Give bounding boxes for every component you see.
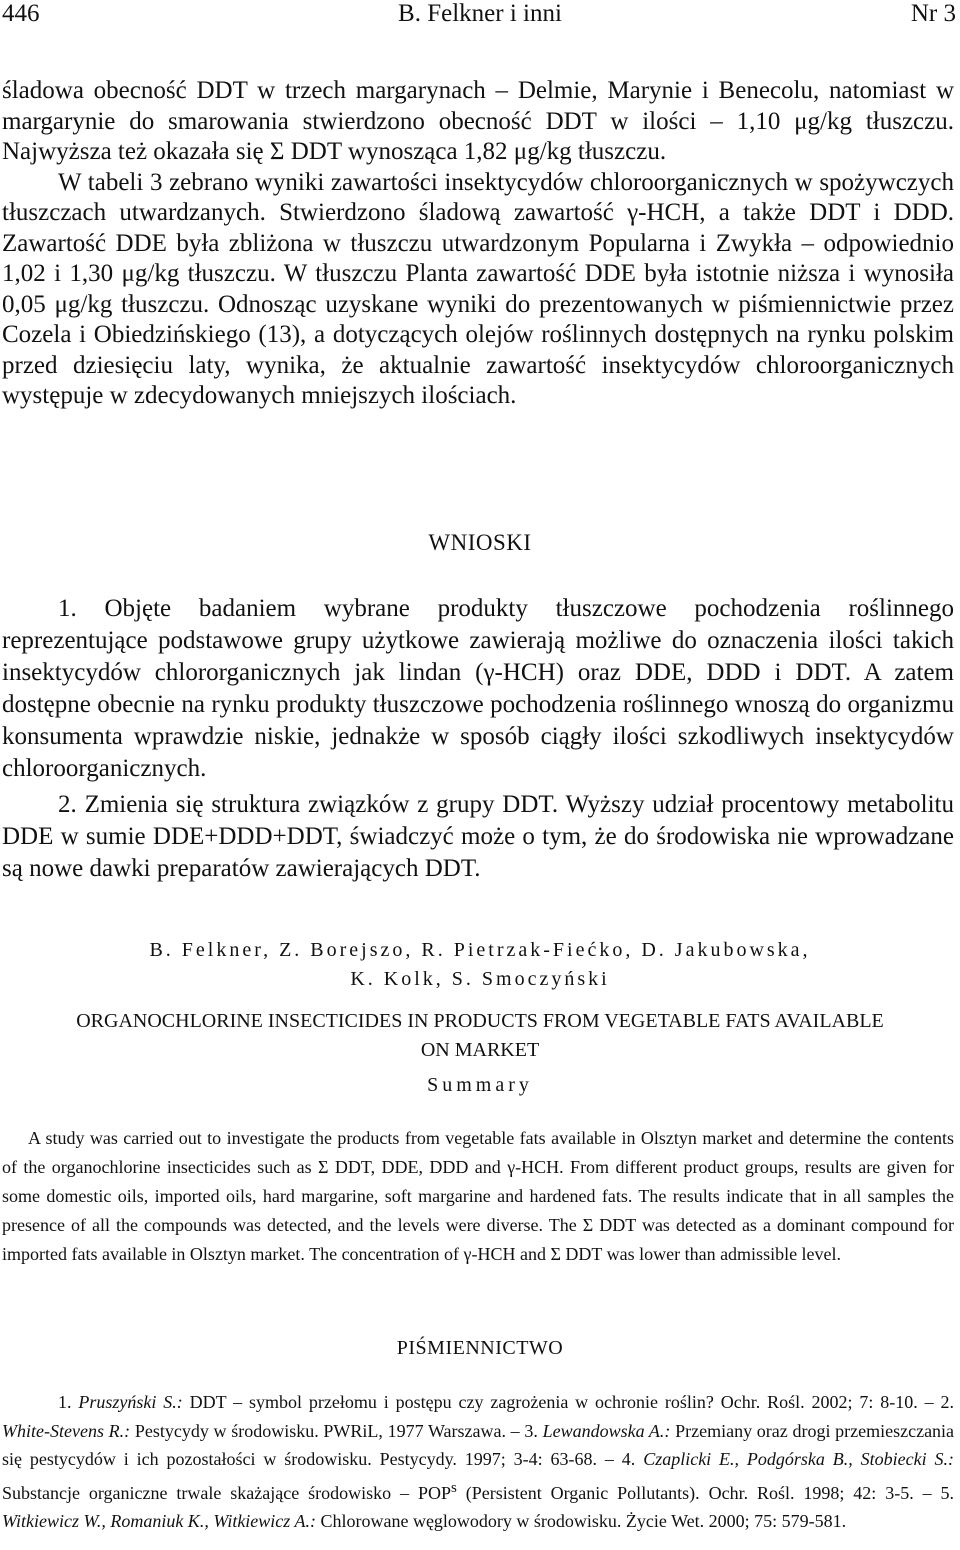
ref-text: Pestycydy w środowisku. PWRiL, 1977 Warszawa. –	[134, 1420, 520, 1441]
ref-number: 5.	[940, 1482, 955, 1503]
summary-text: A study was carried out to investigate the products from vegetable fats available in Olsztyn market and determine the contents of the organochlorine insecticides such as Σ DDT, DDE, DDD and γ-HCH. From different product groups, results are given for some domestic oils, imported oils, hard margarine, soft margarine and hardened fats. The results indicate that in all samples the presence of all the compounds was detected, and the levels were diverse. The Σ DDT was detected as a dominant compound for imported fats available in Olsztyn market. The concentration of γ-HCH and Σ DDT was lower than admissible level.	[2, 1128, 954, 1264]
references-paragraph	[2, 1388, 954, 1536]
ref-author: Pruszyński S.:	[78, 1392, 183, 1412]
conclusion-number: 1.	[58, 595, 77, 622]
english-title	[0, 1007, 960, 1065]
conclusion-number: 2.	[58, 791, 77, 818]
ref-text: Substancje organiczne trwale skażające środowisko – POP	[2, 1482, 451, 1503]
title-line-1: ORGANOCHLORINE INSECTICIDES IN PRODUCTS FROM VEGETABLE FATS AVAILABLE	[76, 1010, 884, 1032]
references-list	[2, 1388, 954, 1536]
conclusion-item-2	[2, 789, 954, 885]
conclusion-text: Zmienia się struktura związków z grupy DDT. Wyższy udział procentowy metabolitu DDE w sumie DDE+DDD+DDT, świadczyć może o tym, że do środowiska nie wprowadzane są nowe dawki preparatów zawierających DDT.	[2, 791, 954, 882]
ref-superscript: s	[450, 1479, 457, 1496]
english-authors	[0, 936, 960, 994]
ref-text: Chlorowane węglowodory w środowisku. Życie Wet. 2000; 75: 579-581.	[320, 1511, 847, 1531]
ref-text: (Persistent Organic Pollutants). Ochr. Rośl. 1998; 42: 3-5. –	[456, 1482, 932, 1503]
page-header	[0, 0, 960, 34]
references-heading: PIŚMIENNICTWO	[396, 1337, 564, 1359]
summary-heading: Summary	[427, 1074, 533, 1096]
issue-number: Nr 3	[910, 0, 956, 27]
discussion-paragraph-2: W tabeli 3 zebrano wyniki zawartości insektycydów chloroorganicznych w spożywczych tłuszczach utwardzanych. Stwierdzono śladową zawartość γ-HCH, a także DDT i DDD. Zawartość DDE była zbliżona w tłuszczu utwardzonym Popularna i Zwykła – odpowiednio 1,02 i 1,30 μg/kg tłuszczu. W tłuszczu Planta zawartość DDE była istotnie niższa i wynosiła 0,05 μg/kg tłuszczu. Odnosząc uzyskane wyniki do prezentowanych w piśmiennictwie przez Cozela i Obiedzińskiego (13), a dotyczących olejów roślinnych dostępnych na rynku polskim przed dziesięciu laty, wynika, że aktualnie zawartość insektycydów chloroorganicznych występuje w zdecydowanych mniejszych ilościach.	[2, 168, 954, 409]
title-line-2: ON MARKET	[420, 1039, 540, 1061]
running-head-authors: B. Felkner i inni	[398, 0, 562, 27]
ref-author: White-Stevens R.:	[2, 1420, 131, 1441]
discussion-text	[2, 76, 954, 412]
ref-number: 4.	[621, 1449, 636, 1469]
page-number: 446	[2, 0, 40, 27]
conclusions-heading: WNIOSKI	[428, 530, 532, 555]
authors-line-2: K. Kolk, S. Smoczyński	[350, 968, 610, 990]
conclusion-item-1	[2, 593, 954, 785]
ref-author: Czaplicki E., Podgórska B., Stobiecki S.:	[643, 1449, 955, 1469]
ref-text: Przemiany oraz drogi przemieszczania się pestycydów i ich pozostałości w środowisku. Pestycydy. 1997; 3-4: 63-68. –	[2, 1420, 955, 1469]
discussion-paragraph-1: śladowa obecność DDT w trzech margarynach – Delmie, Marynie i Benecolu, natomiast w margarynie do smarowania stwierdzono obecność DDT w ilości – 1,10 μg/kg tłuszczu. Najwyższa też okazała się Σ DDT wynosząca 1,82 μg/kg tłuszczu.	[2, 77, 954, 165]
ref-author: Lewandowska A.:	[542, 1420, 671, 1441]
ref-number: 1.	[58, 1392, 72, 1412]
ref-number: 3.	[524, 1420, 538, 1441]
summary	[2, 1124, 954, 1269]
ref-text: DDT – symbol przełomu i postępu czy zagrożenia w ochronie roślin? Ochr. Rośl. 2002; 7: 8-10. –	[189, 1392, 934, 1412]
ref-author: Witkiewicz W., Romaniuk K., Witkiewicz A.:	[2, 1511, 316, 1531]
ref-number: 2.	[940, 1392, 955, 1412]
authors-line-1: B. Felkner, Z. Borejszo, R. Pietrzak-Fiećko, D. Jakubowska,	[149, 939, 811, 961]
conclusion-text: Objęte badaniem wybrane produkty tłuszczowe pochodzenia roślinnego reprezentujące podstawowe grupy użytkowe zawierają możliwe do oznaczenia ilości takich insektycydów chlororganicznych jak lindan (γ-HCH) oraz DDE, DDD i DDT. A zatem dostępne obecnie na rynku produkty tłuszczowe pochodzenia roślinnego wnoszą do organizmu konsumenta wprawdzie niskie, jednakże w sposób ciągły ilości szkodliwych insektycydów chloroorganicznych.	[2, 595, 955, 782]
